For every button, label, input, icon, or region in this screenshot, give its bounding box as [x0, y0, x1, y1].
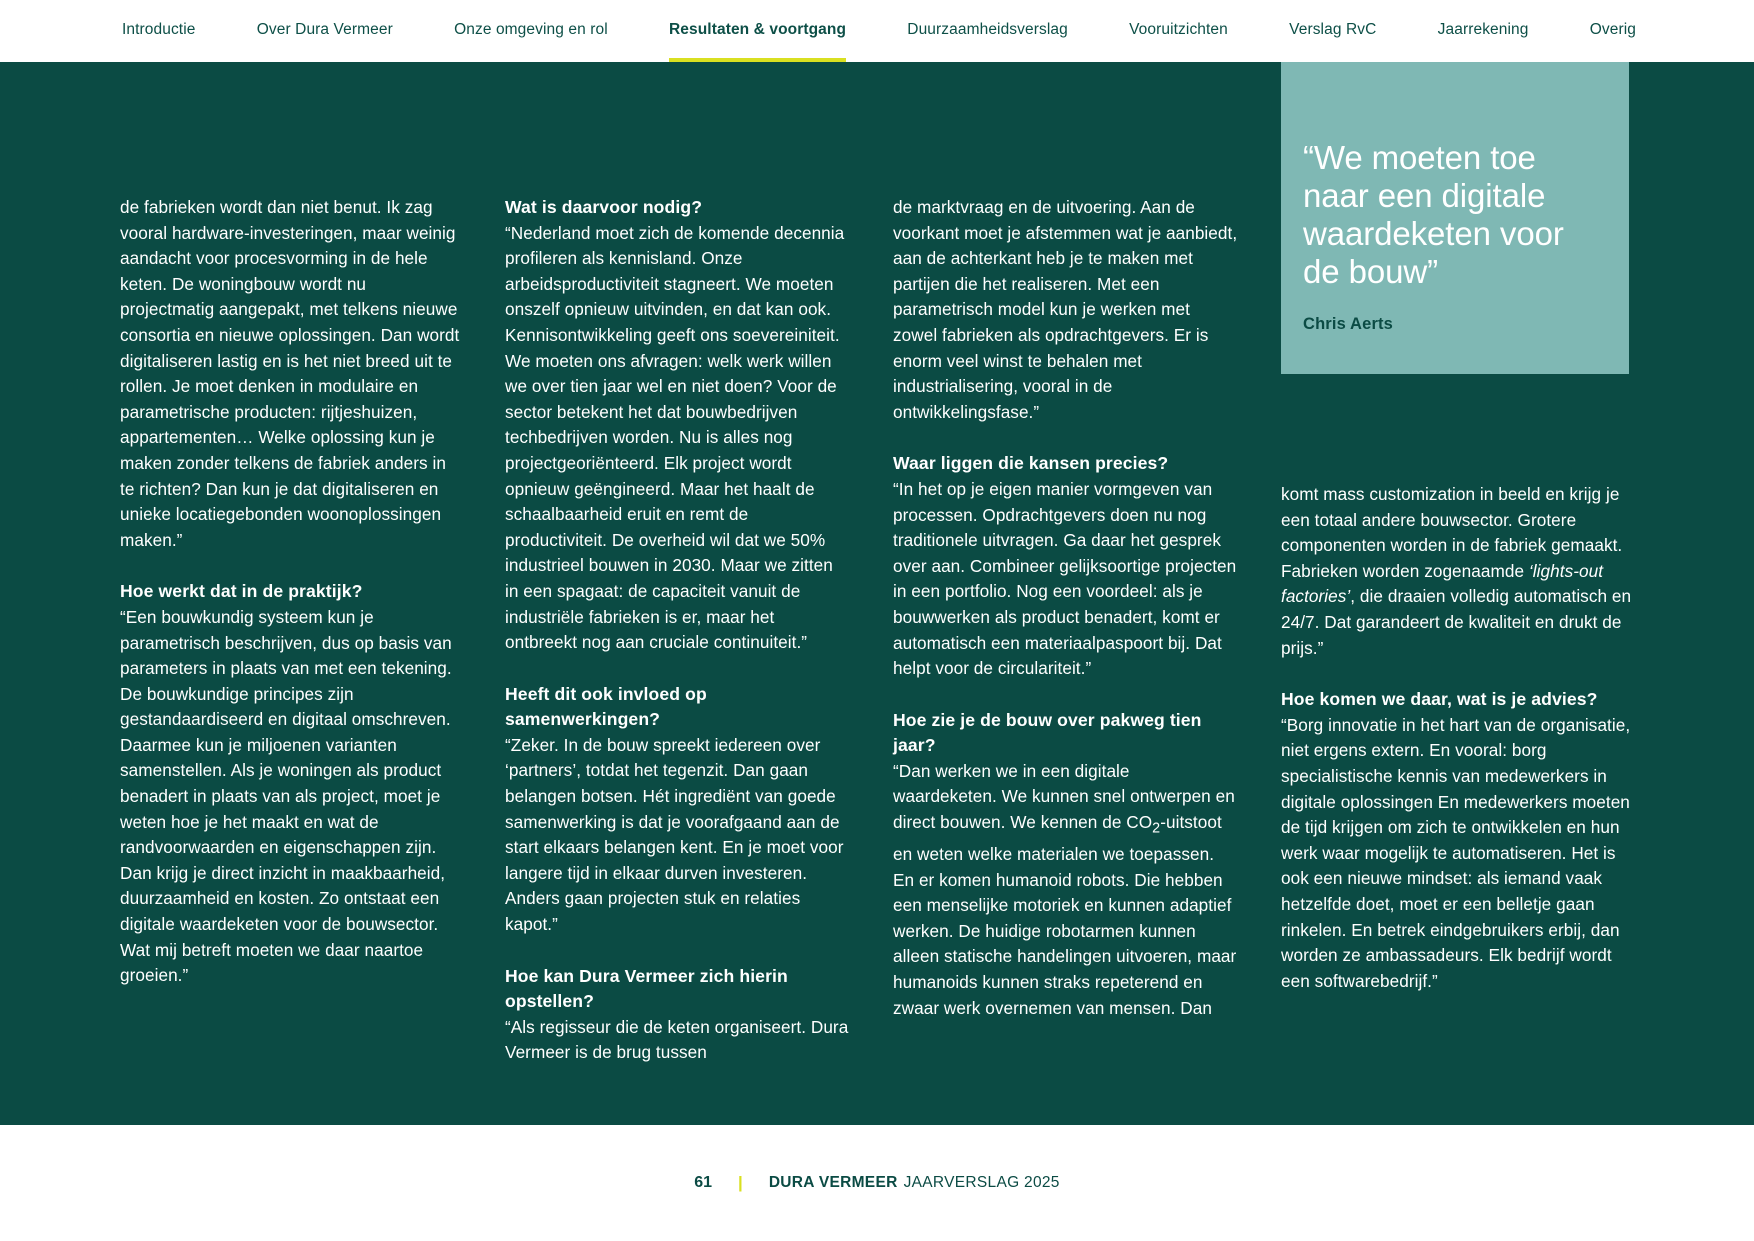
col3-paragraph-3 — [893, 759, 1238, 1021]
col1-paragraph-2: “Een bouwkundig systeem kun je parametrisch beschrijven, dus op basis van parameters in plaats van met een tekening. De bouwkundige principes zijn gestandaardiseerd en digitaal omschreven. Daarmee kun je miljoenen varianten samenstellen. Als je woningen als product benadert in plaats van als project, moet je weten hoe je het maakt en wat de randvoorwaarden en eigenschappen zijn. Dan krijg je direct inzicht in maakbaarheid, duurzaamheid en kosten. Zo ontstaat een digitale waardeketen voor de bouwsector. Wat mij betreft moeten we daar naartoe groeien.” — [120, 606, 452, 986]
pull-quote-text: “We moeten toe naar een digitale waardeketen voor de bouw” — [1303, 139, 1564, 290]
co2-subscript: 2 — [1152, 820, 1161, 837]
col2-section-3 — [505, 964, 850, 1066]
col2-section-1 — [505, 195, 850, 656]
nav-item-jaarrekening[interactable]: Jaarrekening — [1437, 21, 1529, 38]
nav-items-container — [0, 0, 1754, 62]
col2-paragraph-2: “Zeker. In de bouw spreekt iedereen over ‘partners’, totdat het tegenzit. Dan gaan belangen botsen. Hét ingrediënt van goede samenwerking is dat je voorafgaand aan de start elkaars belangen kent. En je moet voor langere tijd in elkaar durven investeren. Anders gaan projecten stuk en relaties kapot.” — [505, 734, 844, 935]
page-number: 61 — [694, 1174, 713, 1191]
nav-item-vooruitzichten[interactable]: Vooruitzichten — [1129, 21, 1228, 38]
col2-paragraph-3: “Als regisseur die de keten organiseert. Dura Vermeer is de brug tussen — [505, 1016, 849, 1063]
col1-heading-1: Hoe werkt dat in de praktijk? — [120, 581, 363, 602]
lights-out-factories-emphasis: ‘lights-out factories’ — [1281, 560, 1604, 607]
column-4 — [1281, 482, 1636, 994]
col2-heading-2: Heeft dit ook invloed op samenwerkingen? — [505, 683, 707, 730]
top-navigation — [0, 0, 1754, 62]
col4-paragraph-1 — [1281, 482, 1636, 661]
column-2 — [505, 195, 850, 1066]
nav-item-resultaten-voortgang[interactable]: Resultaten & voortgang — [669, 21, 846, 41]
pull-quote-author: Chris Aerts — [1303, 315, 1393, 333]
column-3 — [893, 195, 1238, 1021]
nav-item-over-dura-vermeer[interactable]: Over Dura Vermeer — [256, 21, 393, 38]
page-footer — [0, 1125, 1754, 1241]
col4-paragraph-2: “Borg innovatie in het hart van de organisatie, niet ergens extern. En vooral: borg specialistische kennis van medewerkers in digitale oplossingen En medewerkers moeten de tijd krijgen om zich te ontwikkelen en hun werk waar mogelijk te automatiseren. Het is ook een nieuwe mindset: als iemand vaak hetzelfde doet, moet er een belletje gaan rinkelen. En betrek eindgebruikers erbij, dan worden ze ambassadeurs. Elk bedrijf wordt een softwarebedrijf.” — [1281, 714, 1631, 991]
nav-item-verslag-rvc[interactable]: Verslag RvC — [1289, 21, 1377, 38]
col3-section-1 — [893, 451, 1238, 681]
col4-heading-1: Hoe komen we daar, wat is je advies? — [1281, 689, 1598, 710]
col2-heading-1: Wat is daarvoor nodig? — [505, 197, 703, 217]
nav-item-duurzaamheidsverslag[interactable]: Duurzaamheidsverslag — [907, 21, 1068, 38]
nav-item-overig[interactable]: Overig — [1589, 21, 1636, 38]
article-spread — [0, 62, 1754, 1125]
footer-report-title: JAARVERSLAG 2025 — [903, 1174, 1060, 1191]
nav-item-introductie[interactable]: Introductie — [122, 21, 196, 38]
col3-paragraph-2: “In het op je eigen manier vormgeven van processen. Opdrachtgevers doen nu nog traditionele uitvragen. Ga daar het gesprek over aan. Combineer gelijksoortige projecten in een portfolio. Nog een voordeel: als je bouwwerken als product benadert, komt er automatisch een materiaalpaspoort bij. Dat helpt voor de circulariteit.” — [893, 478, 1237, 679]
col1-section-1 — [120, 579, 465, 989]
col4-section-1 — [1281, 687, 1636, 994]
col3-paragraph-1: de marktvraag en de uitvoering. Aan de voorkant moet je afstemmen wat je aanbiedt, aan de achterkant heb je te maken met partijen die het realiseren. Met een parametrisch model kun je werken met zowel fabrieken als opdrachtgevers. Er is enorm veel winst te behalen met industrialisering, vooral in de ontwikkelingsfase.” — [893, 197, 1238, 422]
col3-heading-1: Waar liggen die kansen precies? — [893, 453, 1169, 474]
col2-paragraph-1: “Nederland moet zich de komende decennia profileren als kennisland. Onze arbeidsproductiviteit stagneert. We moeten onszelf opnieuw uitvinden, en dat kan ook. Kennisontwikkeling geeft ons soevereiniteit. We moeten ons afvragen: welk werk willen we over tien jaar wel en niet doen? Voor de sector betekent het dat bouwbedrijven techbedrijven worden. Nu is alles nog projectgeoriënteerd. Elk project wordt opnieuw geëngineerd. Maar het haalt de schaalbaarheid eruit en remt de productiviteit. De overheid wil dat we 50% industrieel bouwen in 2030. Maar we zitten in een spagaat: de capaciteit vanuit de industriële fabrieken is er, maar het ontbreekt nog aan cruciale continuiteit.” — [505, 222, 845, 653]
pull-quote-card — [1281, 62, 1629, 374]
col3-section-2 — [893, 708, 1238, 1022]
col2-heading-3: Hoe kan Dura Vermeer zich hierin opstellen? — [505, 965, 788, 1012]
col3-p3-text-a: “Dan werken we in een digitale waardeketen. We kunnen snel ontwerpen en direct bouwen. We kennen de CO — [893, 760, 1235, 833]
column-1 — [120, 195, 465, 989]
col1-paragraph-1: de fabrieken wordt dan niet benut. Ik zag vooral hardware-investeringen, maar weinig aandacht voor procesvorming in de hele keten. De woningbouw wordt nu projectmatig aangepakt, met telkens nieuwe consortia en nieuwe oplossingen. Dan wordt digitaliseren lastig en is het niet breed uit te rollen. Je moet denken in modulaire en parametrische producten: rijtjeshuizen, appartementen… Welke oplossing kun je maken zonder telkens de fabriek anders in te richten? Dan kun je dat digitaliseren en unieke locatiegebonden woonoplossingen maken.” — [120, 197, 460, 550]
col2-section-2 — [505, 682, 850, 938]
nav-item-onze-omgeving-en-rol[interactable]: Onze omgeving en rol — [454, 21, 608, 38]
footer-brand-name: DURA VERMEER — [768, 1174, 898, 1191]
col3-heading-2: Hoe zie je de bouw over pakweg tien jaar? — [893, 709, 1202, 756]
footer-content — [694, 1173, 1059, 1193]
col4-p1-text-b: , die draaien volledig automatisch en 24/7. Dat garandeert de kwaliteit en drukt de prijs.” — [1281, 586, 1632, 658]
footer-separator: | — [738, 1173, 743, 1192]
col3-p3-text-b: -uitstoot en weten welke materialen we toepassen. En er komen humanoid robots. Die hebben een menselijke motoriek en kunnen adaptief werken. De huidige robotarmen kunnen alleen statische handelingen uitvoeren, maar humanoids kunnen straks repeterend en zwaar werk overnemen van mensen. Dan — [893, 812, 1237, 1018]
col4-p1-text-a: komt mass customization in beeld en krijg je een totaal andere bouwsector. Grotere componenten worden in de fabriek gemaakt. Fabrieken worden zogenaamde — [1281, 484, 1623, 581]
